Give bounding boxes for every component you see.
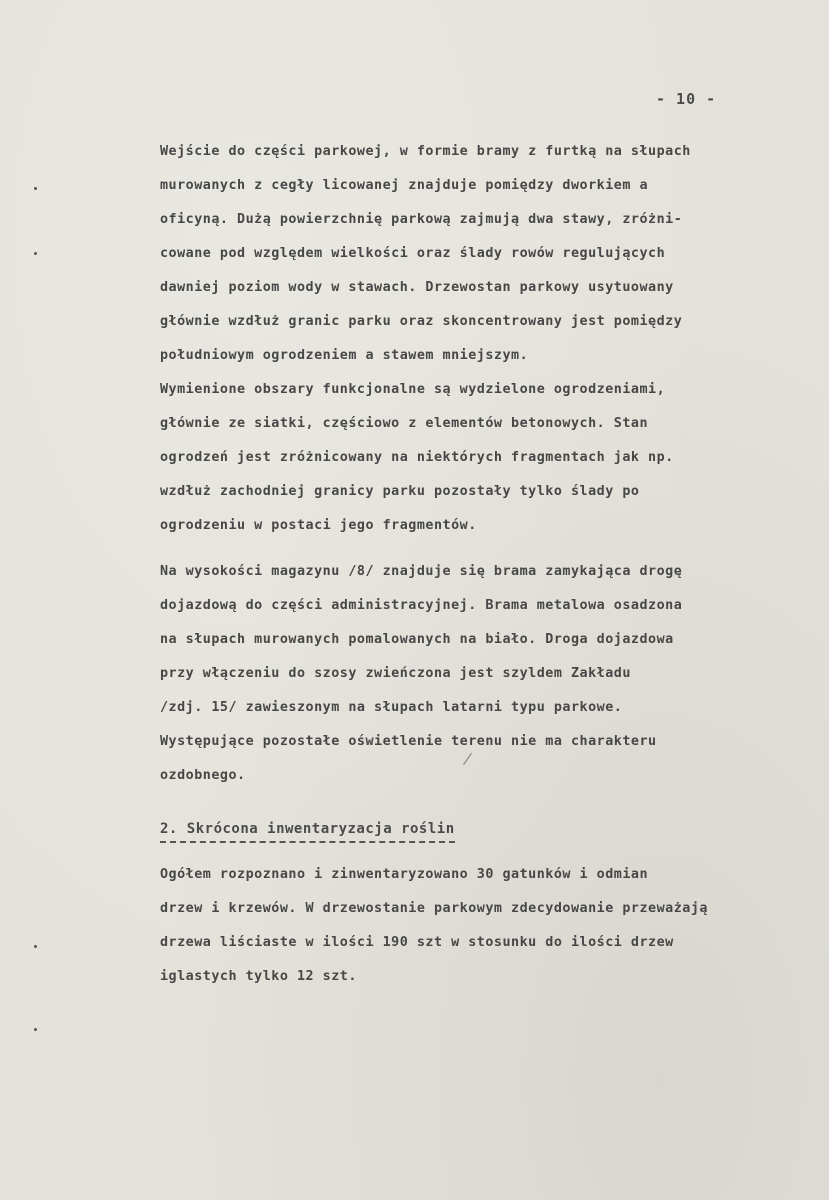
text-line: głównie wzdłuż granic parku oraz skoncentrowany jest pomiędzy — [160, 314, 683, 329]
section-heading: 2. Skrócona inwentaryzacja roślin — [160, 818, 455, 843]
paragraph-gate — [160, 555, 810, 793]
text-line: cowane pod względem wielkości oraz ślady rowów regulujących — [160, 246, 666, 261]
page-number: - 10 - — [656, 90, 717, 108]
text-line: drzew i krzewów. W drzewostanie parkowym zdecydowanie przeważają — [160, 901, 708, 916]
text-line: drzewa liściaste w ilości 190 szt w stosunku do ilości drzew — [160, 935, 674, 950]
text-line: Ogółem rozpoznano i zinwentaryzowano 30 gatunków i odmian — [160, 867, 649, 882]
text-line: Na wysokości magazynu /8/ znajduje się brama zamykająca drogę — [160, 564, 683, 579]
margin-dot — [34, 1028, 37, 1031]
paragraph-park-entrance — [160, 135, 810, 543]
margin-dot — [34, 252, 37, 255]
text-line: dojazdową do części administracyjnej. Brama metalowa osadzona — [160, 598, 683, 613]
text-line: ogrodzeń jest zróżnicowany na niektórych fragmentach jak np. — [160, 450, 674, 465]
text-line: ogrodzeniu w postaci jego fragmentów. — [160, 518, 477, 533]
text-line: murowanych z cegły licowanej znajduje pomiędzy dworkiem a — [160, 178, 649, 193]
text-line: /zdj. 15/ zawieszonym na słupach latarni typu parkowe. — [160, 700, 623, 715]
text-line: na słupach murowanych pomalowanych na biało. Droga dojazdowa — [160, 632, 674, 647]
margin-dot — [34, 187, 37, 190]
text-line: południowym ogrodzeniem a stawem mniejszym. — [160, 348, 529, 363]
text-line: Występujące pozostałe oświetlenie terenu nie ma charakteru — [160, 734, 657, 749]
text-line: Wymienione obszary funkcjonalne są wydzielone ogrodzeniami, — [160, 382, 666, 397]
margin-dot — [34, 945, 37, 948]
text-line: Wejście do części parkowej, w formie bramy z furtką na słupach — [160, 144, 691, 159]
text-line: przy włączeniu do szosy zwieńczona jest szyldem Zakładu — [160, 666, 631, 681]
text-line: ozdobnego. — [160, 768, 246, 783]
text-line: wzdłuż zachodniej granicy parku pozostały tylko ślady po — [160, 484, 640, 499]
paragraph-plant-inventory — [160, 858, 820, 994]
text-line: głównie ze siatki, częściowo z elementów betonowych. Stan — [160, 416, 649, 431]
text-line: dawniej poziom wody w stawach. Drzewostan parkowy usytuowany — [160, 280, 674, 295]
text-line: iglastych tylko 12 szt. — [160, 969, 357, 984]
text-line: oficyną. Dużą powierzchnię parkową zajmują dwa stawy, zróżni- — [160, 212, 683, 227]
